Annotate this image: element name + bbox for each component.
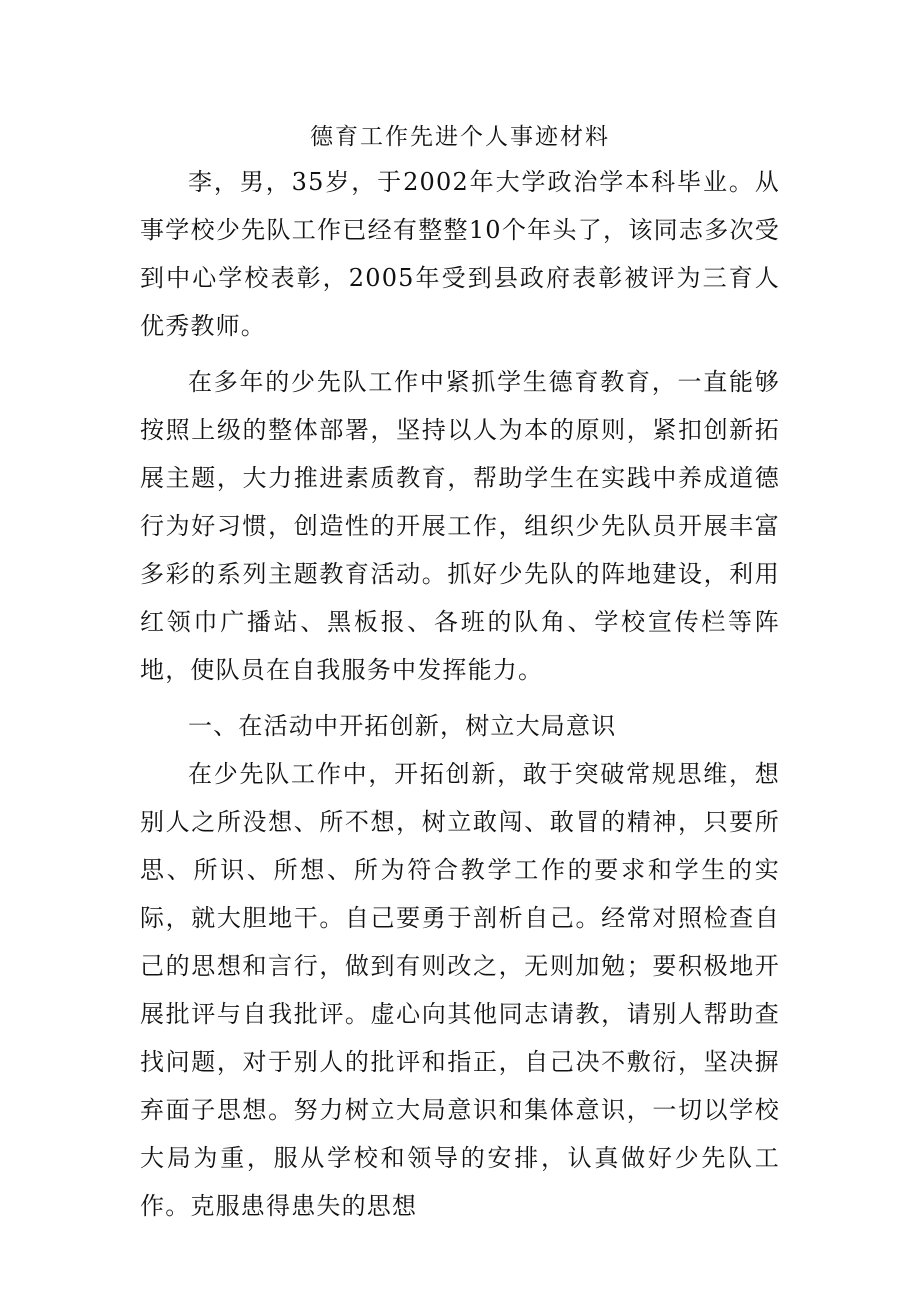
section-paragraph: 在少先队工作中，开拓创新，敢于突破常规思维，想别人之所没想、所不想，树立敢闯、敢冒的精神，只要所思、所识、所想、所为符合教学工作的要求和学生的实际，就大胆地干。自己要勇于剖析自己。经常对照检查自己的思想和言行，做到有则改之，无则加勉；要积极地开展批评与自我批评。虚心向其他同志请教，请别人帮助查找问题，对于别人的批评和指正，自己决不敷衍，坚决摒弃面子思想。努力树立大局意识和集体意识，一切以学校大局为重，服从学校和领导的安排，认真做好少先队工作。克服患得患失的思想 bbox=[140, 760, 780, 1220]
paragraph-work-overview: 在多年的少先队工作中紧抓学生德育教育，一直能够按照上级的整体部署，坚持以人为本的原则，紧扣创新拓展主题，大力推进素质教育，帮助学生在实践中养成道德行为好习惯，创造性的开展工作，组织少先队员开展丰富多彩的系列主题教育活动。抓好少先队的阵地建设，利用红领巾广播站、黑板报、各班的队角、学校宣传栏等阵地，使队员在自我服务中发挥能力。 bbox=[140, 368, 780, 684]
paragraph-gap bbox=[140, 350, 780, 358]
document-title: 德育工作先进个人事迹材料 bbox=[310, 124, 610, 150]
document-body bbox=[140, 158, 780, 1230]
paragraph-profile: 李，男，35岁，于2002年大学政治学本科毕业。从事学校少先队工作已经有整整10个年头了，该同志多次受到中心学校表彰，2005年受到县政府表彰被评为三育人优秀教师。 bbox=[140, 168, 780, 340]
section-heading: 一、在活动中开拓创新，树立大局意识 bbox=[188, 712, 617, 740]
